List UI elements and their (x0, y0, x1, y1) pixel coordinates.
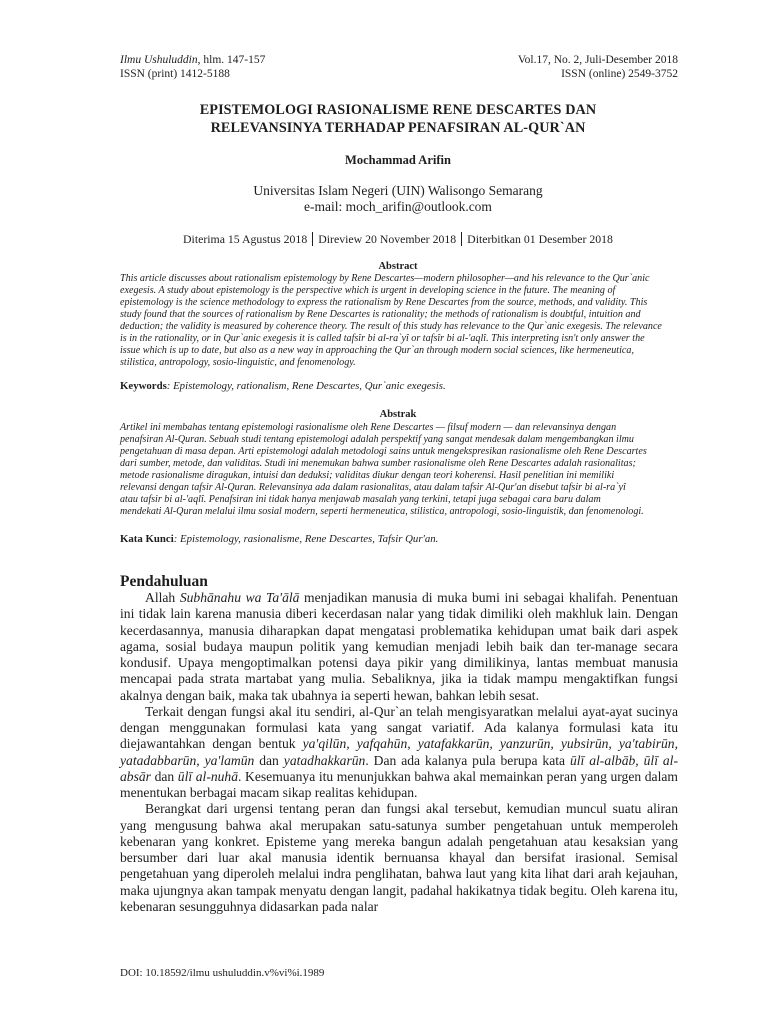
abstract-line: pengetahuan di masa depan. Arti epistemologi adalah metodologi sains untuk mengekspresikan rasionalisme oleh Rene Descartes (120, 445, 647, 457)
abstract-en-heading: Abstract (378, 261, 418, 272)
date-separator (312, 232, 313, 246)
abstract-line: study found that the sources of rationalism by Rene Descartes is rationality; the methods of rationalism is doubtful, intuition and (120, 308, 641, 320)
paragraph-text: . Dan ada kalanya pula berupa kata (365, 752, 570, 768)
affiliation: Universitas Islam Negeri (UIN) Walisongo Semarang (253, 183, 543, 198)
keywords-label: Keywords (120, 380, 167, 392)
published-date: Diterbitkan 01 Desember 2018 (467, 232, 613, 246)
italic-term: ūlī al-nuhā (177, 768, 239, 784)
abstract-line: stilistica, antropology, sosio-linguistic, and fenomenology. (120, 356, 356, 368)
abstract-id-heading: Abstrak (379, 409, 417, 420)
issn-online: ISSN (online) 2549-3752 (561, 68, 678, 80)
email: e-mail: moch_arifin@outlook.com (304, 199, 492, 214)
paragraph-text: menjadikan manusia di muka bumi ini sebagai khalifah. Penentuan ini tidak lain karena manusia diberi kecerdasan nalar yang tidak dimiliki oleh makhluk lain. Dengan kecerdasannya, manusia diharapkan dapat mengatasi problematika kehidupan umat baik dari aspek agama, sosial budaya maupun politik yang kemudian menjadi lebih baik dan ter-manage secara kondusif. Upaya mengoptimalkan potensi daya pikir yang dimilikinya, lantas membuat manusia mencapai pada strata martabat yang mulia. Sebaliknya, jika ia tidak mampu mengaktifkan fungsi akalnya dengan baik, maka tak ubahnya ia seperti hewan, bahkan lebih sesat. (120, 590, 678, 703)
abstract-line: metode rasionalisme diragukan, intuisi dan deduksi; validitas diukur dengan teori koherensi. Hasil penelitian ini memiliki (120, 469, 615, 481)
reviewed-date: Direview 20 November 2018 (318, 232, 457, 246)
abstract-line: deduction; the validity is measured by coherence theory. The result of this study has relevance to the Qur`anic exegesis. The relevance (120, 320, 662, 332)
issn-print: ISSN (print) 1412-5188 (120, 68, 230, 80)
doi: DOI: 10.18592/ilmu ushuluddin.v%vi%i.1989 (120, 967, 325, 979)
affiliation-block (100, 183, 696, 215)
header-right (518, 53, 678, 81)
keywords-id (120, 533, 678, 545)
abstract-line: atau tafsir bi al-'aqlî. Penafsiran ini tidak hanya menjawab masalah yang terkini, tetapi juga sebagai cara baru dalam (120, 493, 601, 505)
abstract-line: is in the rationality, or in Qur`anic exegesis it is called tafsîr bi al-ra`yî or tafsîr bi al-'aqlî. This interpreting isn't only answer the (120, 332, 645, 344)
page-range: , hlm. 147-157 (197, 54, 266, 66)
header-left (120, 53, 265, 81)
abstract-line: issue which is up to date, but also as a new way in approaching the Qur`an through modern social sciences, like hermeneutica, (120, 344, 634, 356)
keywords-en (120, 380, 678, 392)
body-paragraph (120, 801, 678, 915)
article-dates (100, 232, 696, 247)
date-separator (461, 232, 462, 246)
paragraph-text: dan (254, 752, 284, 768)
paragraph-text: dan (150, 768, 178, 784)
paragraph-text: Berangkat dari urgensi tentang peran dan fungsi akal tersebut, kemudian muncul suatu aliran yang mengusung bahwa akal merupakan satu-satunya sumber pengetahuan untuk memperoleh kebenaran yang konkret. Episteme yang mereka bangun adalah pengetahuan atau kesaksian yang bersumber dari luar akal manusia identik bernuansa khayal dan bersifat irasional. Semisal pengetahuan yang diperoleh melalui indra penglihatan, bahwa laut yang kita lihat dari arah kejauhan, maka ujungnya akan tampak menyatu dengan langit, padahal hakikatnya tidak begitu. Oleh karena itu, kebenaran sesungguhnya didasarkan pada nalar (120, 801, 678, 914)
abstract-id-body (120, 422, 678, 518)
paragraph-text: Allah (145, 590, 180, 605)
keywords-values: : Epistemology, rasionalisme, Rene Descartes, Tafsir Qur'an. (173, 533, 439, 545)
abstract-line: This article discusses about rationalism epistemology by Rene Descartes—modern philosopher—and his relevance to the Qur`anic (120, 273, 650, 284)
paragraph-text: Terkait dengan fungsi akal itu sendiri, al-Qur`an telah mengisyaratkan melalui ayat-ayat sucinya dengan menggunakan formulasi kata yang sangat variatif. Ada kalanya formulasi kata itu diejawantahkan dengan bentuk (120, 703, 678, 752)
keywords-label: Kata Kunci (120, 533, 174, 545)
abstract-line: Artikel ini membahas tentang epistemologi rasionalisme oleh Rene Descartes — filsuf modern — dan relevansinya dengan (120, 422, 617, 433)
keywords-values: : Epistemology, rationalism, Rene Descartes, Qur`anic exegesis. (166, 380, 446, 392)
section-heading: Pendahuluan (120, 573, 208, 590)
abstract-line: penafsiran Al-Quran. Sebuah studi tentang epistemologi adalah perspektif yang sangat mendesak dalam mengembangkan ilmu (120, 433, 634, 445)
received-date: Diterima 15 Agustus 2018 (183, 232, 308, 246)
italic-term: Subhānahu wa Ta'ālā (179, 590, 300, 605)
article-title (100, 101, 696, 137)
author-name: Mochammad Arifin (345, 153, 451, 167)
title-line: EPISTEMOLOGI RASIONALISME RENE DESCARTES DAN (199, 102, 597, 118)
journal-name: Ilmu Ushuluddin (120, 54, 198, 66)
italic-term: yatadhakkarūn (283, 752, 366, 768)
abstract-line: dari sumber, metode, dan validitas. Studi ini menemukan bahwa sumber rasionalisme oleh Rene Descartes adalah rasionalitas; (120, 457, 636, 469)
abstract-line: epistemology is the science methodology to express the rationalism by Rene Descartes from the source, methods, and validity. This (120, 296, 648, 308)
abstract-line: mendekati Al-Quran melalui ilmu sosial modern, seperti hermeneutica, stilistica, antropologi, sosio-linguistik, dan fenomenologi. (120, 505, 644, 517)
body-paragraph (120, 704, 678, 802)
italic-term: ya'qilūn, yafqahūn, yatafakkarūn, yanzurūn, yubsirūn, ya'tabirūn, yatadabbarūn, ya'lamūn (120, 736, 678, 768)
title-line: RELEVANSINYA TERHADAP PENAFSIRAN AL-QUR`AN (210, 120, 586, 136)
italic-term: ūlī al-albāb, ūlī al-absār (120, 752, 678, 784)
abstract-line: exegesis. A study about epistemology is the perspective which is urgent in developing science in the future. The meaning of (120, 284, 616, 296)
abstract-line: relevansi dengan tafsir Al-Quran. Relevansinya ada dalam rasionalitas, atau dalam tafsir Al-Qur'an disebut tafsir bi al-ra`yî (120, 481, 626, 493)
volume-info: Vol.17, No. 2, Juli-Desember 2018 (517, 54, 678, 66)
body-paragraph (120, 590, 678, 704)
paragraph-text: . Kesemuanya itu menunjukkan bahwa akal memainkan peran yang urgen dalam menentukan berbagai macam sikap realitas kehidupan. (120, 768, 678, 800)
abstract-en-body (120, 273, 678, 369)
body-text (120, 590, 678, 915)
